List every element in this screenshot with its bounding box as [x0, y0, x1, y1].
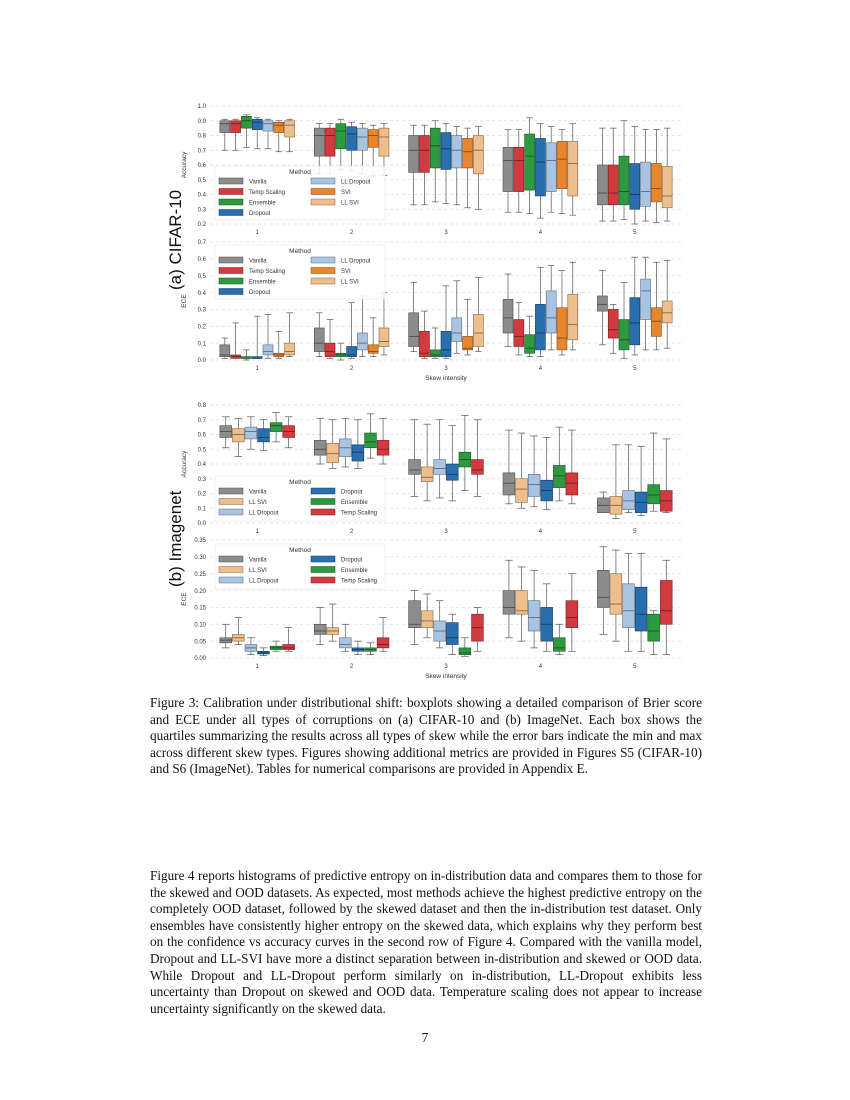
y-tick-label: 0.7 — [197, 148, 206, 155]
x-tick-label: 4 — [538, 366, 543, 372]
y-tick-label: 0.8 — [197, 133, 206, 140]
box-ensemble — [525, 335, 535, 354]
box-ll-svi — [662, 166, 672, 207]
box-vanilla — [220, 121, 230, 133]
box-dropout — [441, 133, 451, 170]
legend-label: LL SVI — [341, 279, 359, 286]
x-tick-label: 4 — [538, 230, 543, 236]
box-vanilla — [503, 473, 515, 495]
box-dropout — [258, 429, 270, 442]
y-tick-label: 0.5 — [197, 447, 206, 454]
legend-swatch — [311, 577, 335, 583]
y-tick-label: 0.00 — [194, 656, 206, 663]
box-ll-dropout — [528, 601, 540, 631]
box-dropout — [252, 119, 262, 129]
box-vanilla — [409, 601, 421, 628]
box-dropout — [446, 623, 458, 645]
box-ll-dropout — [434, 460, 446, 475]
legend-swatch — [311, 189, 335, 195]
box-vanilla — [314, 328, 324, 352]
x-tick-label: 2 — [349, 366, 354, 372]
legend-label: LL SVI — [249, 568, 267, 574]
box-svi — [274, 122, 284, 132]
legend-swatch — [311, 488, 335, 494]
x-tick-label: 2 — [349, 230, 354, 236]
panel-cifar-ece — [181, 240, 682, 382]
box-dropout — [441, 331, 451, 356]
legend-label: Dropout — [249, 290, 271, 296]
legend-label: Temp Scaling — [341, 578, 378, 585]
box-temp-scaling — [566, 473, 578, 495]
box-vanilla — [597, 165, 607, 205]
y-tick-label: 0.6 — [197, 257, 206, 264]
x-tick-label: 3 — [444, 366, 448, 372]
box-ensemble — [430, 128, 440, 168]
box-temp-scaling — [608, 165, 618, 205]
legend-label: LL Dropout — [249, 578, 279, 585]
box-temp-scaling — [283, 645, 295, 650]
x-tick-label: 4 — [538, 664, 543, 670]
box-dropout — [630, 298, 640, 345]
box-vanilla — [409, 136, 419, 173]
box-dropout — [635, 587, 647, 631]
legend-label: Ensemble — [249, 200, 276, 207]
y-tick-label: 0.3 — [197, 207, 206, 214]
box-ll-dropout — [546, 291, 556, 333]
legend-label: Dropout — [249, 211, 271, 217]
box-temp-scaling — [419, 136, 429, 173]
box-dropout — [630, 164, 640, 210]
box-vanilla — [314, 128, 324, 156]
box-ll-dropout — [641, 162, 651, 206]
legend-swatch — [311, 556, 335, 562]
box-vanilla — [503, 591, 515, 615]
page-number: 7 — [421, 1030, 429, 1045]
y-tick-label: 0.0 — [197, 358, 206, 365]
box-vanilla — [503, 147, 513, 191]
x-tick-label: 1 — [255, 529, 259, 535]
box-ll-svi — [379, 128, 389, 156]
legend-swatch — [311, 509, 335, 515]
x-tick-label: 2 — [349, 664, 354, 670]
box-vanilla — [597, 570, 609, 607]
legend-label: LL Dropout — [249, 510, 279, 517]
row-label-imagenet: (b) Imagenet — [166, 490, 185, 587]
box-ll-dropout — [263, 345, 273, 355]
box-vanilla — [314, 440, 326, 455]
box-ll-svi — [568, 294, 578, 340]
legend-label: Ensemble — [341, 500, 368, 506]
y-tick-label: 0.0 — [197, 521, 206, 528]
box-ll-dropout — [357, 128, 367, 150]
legend-title: Method — [289, 547, 311, 554]
legend-swatch — [311, 268, 335, 274]
y-tick-label: 0.1 — [197, 341, 206, 348]
box-ll-dropout — [623, 584, 635, 628]
box-vanilla — [503, 299, 513, 333]
box-svi — [557, 141, 567, 188]
x-tick-label: 3 — [444, 230, 448, 236]
y-tick-label: 0.05 — [194, 639, 206, 646]
y-tick-label: 0.10 — [194, 622, 206, 629]
y-tick-label: 0.9 — [197, 118, 206, 125]
x-tick-label: 1 — [255, 664, 259, 670]
legend-label: Temp Scaling — [341, 510, 378, 517]
legend-label: Temp Scaling — [249, 269, 286, 275]
legend-label: Vanilla — [249, 179, 267, 186]
box-temp-scaling — [472, 460, 484, 475]
y-tick-label: 0.30 — [194, 555, 206, 562]
legend-swatch — [311, 278, 335, 284]
y-tick-label: 0.1 — [197, 506, 206, 513]
figure-caption: Figure 3: Calibration under distributional shift: boxplots showing a detailed comparison of Brier score and ECE under all types of corruptions on (a) CIFAR-10 and (b) ImageNet. Each box shows the quartiles summarizing the results across all types of skew while the error bars indicate the min and max across different skew types. Figures showing additional metrics are provided in Figures S5 (CIFAR-10) and S6 (ImageNet). Tables for numerical comparisons are provided in Appendix E. — [150, 695, 702, 777]
row-label-cifar: (a) CIFAR-10 — [166, 189, 185, 290]
y-tick-label: 0.15 — [194, 605, 206, 612]
y-tick-label: 0.3 — [197, 307, 206, 314]
y-tick-label: 0.7 — [197, 417, 206, 424]
y-tick-label: 0.5 — [197, 273, 206, 280]
legend-label: Dropout — [341, 557, 363, 564]
box-ensemble — [270, 423, 282, 432]
legend — [215, 476, 385, 521]
legend-label: Vanilla — [249, 489, 267, 496]
box-temp-scaling — [514, 320, 524, 347]
box-ll-dropout — [452, 136, 462, 168]
legend-swatch — [311, 499, 335, 505]
legend-swatch — [219, 499, 243, 505]
box-temp-scaling — [514, 147, 524, 191]
legend-label: Temp Scaling — [249, 190, 286, 196]
legend-swatch — [219, 289, 243, 295]
y-tick-label: 0.35 — [194, 538, 206, 545]
y-tick-label: 0.2 — [197, 222, 206, 229]
legend-label: LL Dropout — [341, 179, 371, 186]
box-ensemble — [430, 350, 440, 357]
x-tick-label: 5 — [633, 230, 637, 236]
legend-swatch — [219, 556, 243, 562]
legend-swatch — [219, 278, 243, 284]
legend-swatch — [219, 199, 243, 205]
box-ensemble — [553, 465, 565, 487]
box-dropout — [347, 127, 357, 151]
box-ensemble — [648, 614, 660, 641]
box-ll-svi — [662, 301, 672, 323]
box-ll-dropout — [339, 638, 351, 648]
x-tick-label: 5 — [633, 366, 637, 372]
y-tick-label: 0.4 — [197, 192, 206, 199]
box-ensemble — [648, 485, 660, 504]
box-ll-svi — [421, 611, 433, 628]
legend-label: Ensemble — [341, 568, 368, 574]
legend-label: LL SVI — [249, 500, 267, 506]
box-svi — [557, 308, 567, 350]
box-ll-dropout — [546, 143, 556, 192]
figure-3 — [160, 92, 700, 692]
box-temp-scaling — [377, 638, 389, 648]
box-ll-svi — [285, 343, 295, 355]
y-axis-label: Accuracy — [181, 450, 188, 478]
legend-label: Dropout — [341, 489, 363, 496]
y-tick-label: 0.4 — [197, 290, 206, 297]
box-ensemble — [241, 116, 251, 128]
legend-title: Method — [289, 479, 311, 486]
legend-swatch — [311, 199, 335, 205]
legend-swatch — [219, 268, 243, 274]
y-tick-label: 0.2 — [197, 491, 206, 498]
x-tick-label: 5 — [633, 664, 637, 670]
legend-swatch — [219, 577, 243, 583]
box-ll-svi — [285, 121, 295, 137]
box-dropout — [535, 304, 545, 350]
box-temp-scaling — [325, 343, 335, 356]
box-ll-svi — [568, 141, 578, 196]
box-ll-svi — [516, 479, 528, 503]
box-svi — [651, 308, 661, 337]
legend-swatch — [219, 210, 243, 216]
legend — [215, 544, 385, 589]
y-tick-label: 0.7 — [197, 240, 206, 247]
box-ll-svi — [421, 467, 433, 482]
box-ll-svi — [610, 574, 622, 614]
box-ll-dropout — [263, 121, 273, 131]
box-dropout — [352, 445, 364, 461]
figure-3-plots — [160, 92, 700, 692]
x-axis-label: Skew intensity — [425, 673, 467, 680]
box-temp-scaling — [377, 440, 389, 455]
box-svi — [651, 164, 661, 202]
y-tick-label: 1.0 — [197, 104, 206, 111]
y-tick-label: 0.20 — [194, 588, 206, 595]
box-ll-dropout — [452, 318, 462, 342]
legend-swatch — [219, 567, 243, 573]
box-ensemble — [336, 124, 346, 149]
box-temp-scaling — [660, 580, 672, 624]
box-temp-scaling — [608, 309, 618, 338]
y-tick-label: 0.3 — [197, 476, 206, 483]
box-ll-svi — [473, 136, 483, 174]
box-temp-scaling — [566, 601, 578, 628]
panel-imagenet-ece — [181, 538, 682, 680]
legend-swatch — [311, 567, 335, 573]
legend-swatch — [311, 257, 335, 263]
legend-label: Vanilla — [249, 258, 267, 265]
legend-swatch — [219, 178, 243, 184]
y-tick-label: 0.6 — [197, 432, 206, 439]
box-ensemble — [525, 134, 535, 190]
box-vanilla — [409, 460, 421, 475]
y-tick-label: 0.2 — [197, 324, 206, 331]
legend-label: Ensemble — [249, 279, 276, 286]
box-svi — [368, 130, 378, 148]
box-ll-dropout — [528, 474, 540, 496]
legend-label: Vanilla — [249, 557, 267, 564]
panel-cifar-accuracy — [181, 104, 682, 236]
box-ensemble — [365, 433, 377, 448]
x-tick-label: 1 — [255, 230, 259, 236]
y-axis-label: Accuracy — [181, 151, 188, 179]
y-axis-label: ECE — [181, 294, 188, 308]
box-vanilla — [314, 624, 326, 634]
x-tick-label: 1 — [255, 366, 259, 372]
box-temp-scaling — [325, 128, 335, 156]
box-vanilla — [597, 296, 607, 311]
box-ll-svi — [327, 443, 339, 462]
y-tick-label: 0.8 — [197, 403, 206, 410]
legend-label: LL SVI — [341, 200, 359, 207]
box-ll-dropout — [623, 491, 635, 510]
box-dropout — [446, 464, 458, 480]
x-axis-label: Skew intensity — [425, 375, 467, 382]
legend-label: SVI — [341, 190, 351, 196]
box-ll-svi — [232, 429, 244, 442]
legend-title: Method — [289, 169, 311, 176]
legend-label: LL Dropout — [341, 258, 371, 265]
y-tick-label: 0.4 — [197, 462, 206, 469]
body-paragraph: Figure 4 reports histograms of predictive entropy on in-distribution data and compares them to those for the skewed and OOD datasets. As expected, most methods achieve the highest predictive entropy on the completely OOD dataset, followed by the skewed dataset and then the in-distribution test dataset. Only ensembles have consistently higher entropy on the skewed data, which explains why they perform best on the confidence vs accuracy curves in the second row of Figure 4. Compared with the vanilla model, Dropout and LL-SVI have more a distinct separation between in-distribution and skewed or OOD data. While Dropout and LL-Dropout perform similarly on in-distribution, LL-Dropout exhibits less uncertainty than Dropout on skewed and OOD data. Temperature scaling does not appear to increase uncertainty significantly on the skewed data. — [150, 868, 702, 1016]
legend-swatch — [219, 509, 243, 515]
panel-imagenet-accuracy — [181, 403, 682, 535]
legend-swatch — [219, 189, 243, 195]
box-ll-dropout — [641, 279, 651, 319]
box-ll-dropout — [245, 427, 257, 439]
legend-swatch — [311, 178, 335, 184]
box-temp-scaling — [231, 121, 241, 133]
box-ll-svi — [473, 314, 483, 346]
legend-swatch — [219, 488, 243, 494]
y-axis-label: ECE — [181, 592, 188, 606]
legend — [215, 166, 385, 220]
box-dropout — [535, 138, 545, 196]
box-ensemble — [619, 320, 629, 350]
x-tick-label: 2 — [349, 529, 354, 535]
x-tick-label: 4 — [538, 529, 543, 535]
legend — [215, 245, 385, 299]
box-ensemble — [619, 156, 629, 205]
box-ll-svi — [379, 328, 389, 347]
legend-label: SVI — [341, 269, 351, 275]
box-ensemble — [553, 638, 565, 651]
x-tick-label: 3 — [444, 664, 448, 670]
box-vanilla — [409, 313, 419, 347]
box-svi — [463, 138, 473, 168]
legend-swatch — [219, 257, 243, 263]
y-tick-label: 0.25 — [194, 571, 206, 578]
box-ll-dropout — [357, 333, 367, 350]
y-tick-label: 0.6 — [197, 163, 206, 170]
legend-title: Method — [289, 248, 311, 255]
y-tick-label: 0.5 — [197, 177, 206, 184]
box-ensemble — [459, 648, 471, 655]
x-tick-label: 5 — [633, 529, 637, 535]
x-tick-label: 3 — [444, 529, 448, 535]
